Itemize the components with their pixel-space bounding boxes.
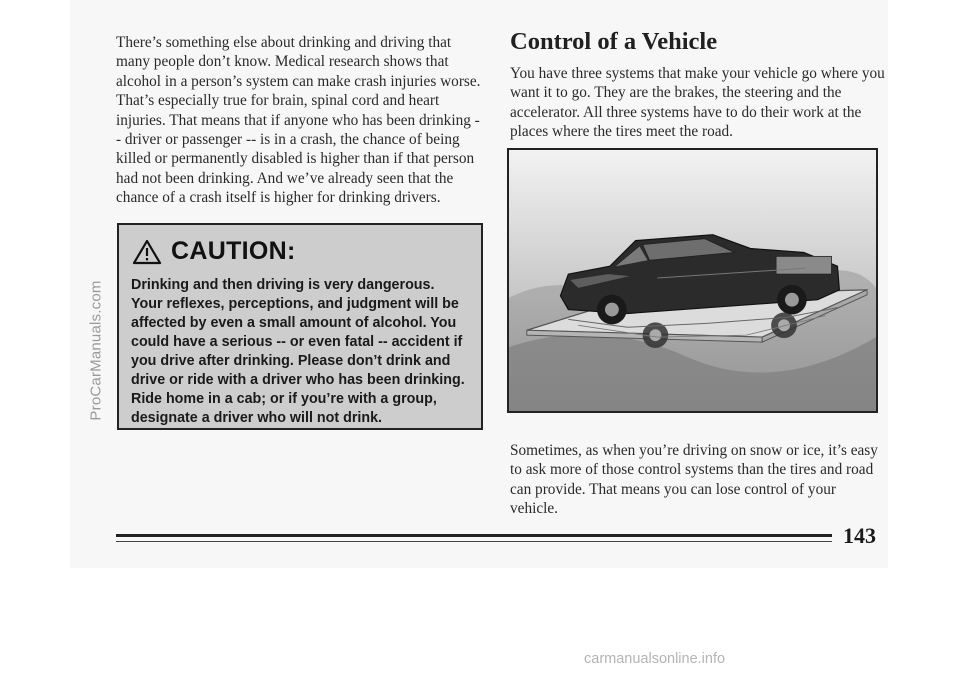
footer-watermark: carmanualsonline.info — [584, 651, 726, 667]
footer-rule-thick — [116, 534, 832, 537]
caution-text: Drinking and then driving is very dangerous. Your reflexes, perceptions, and judgment will be affected by even a small amount of alcohol. You could have a serious -- or even fatal -- accident if you drive after drinking. Please don’t drink and drive or ride with a driver who has been drinking. Ride home in a cab; or if you’re with a group, designate a driver who will not drink. — [131, 277, 465, 426]
drinking-paragraph: There’s something else about drinking and driving that many people don’t know. Medical research shows that alcohol in a person’s system can make crash injuries worse. That’s especially true for brain, spinal cord and heart injuries. That means that if anyone who has been drinking -- driver or passenger -- is in a crash, the chance of being killed or permanently disabled is higher than if that person had not been drinking. And we’ve already seen that the chance of a crash itself is higher for drinking drivers. — [116, 34, 481, 207]
side-watermark — [86, 200, 106, 500]
caution-title: CAUTION: — [171, 237, 296, 265]
control-paragraph-1: You have three systems that make your vehicle go where you want it to go. They are the brakes, the steering and the accelerator. All three systems have to do their work at the places where the tires meet the road. — [510, 65, 885, 141]
control-paragraph-2: Sometimes, as when you’re driving on snow or ice, it’s easy to ask more of those control systems than the tires and road can provide. That means you can lose control of your vehicle. — [510, 442, 878, 518]
caution-header — [131, 237, 469, 266]
side-watermark-text: ProCarManuals.com — [87, 279, 105, 421]
section-title: Control of a Vehicle — [510, 28, 718, 55]
warning-triangle-icon — [132, 239, 162, 265]
car-illustration — [507, 148, 878, 413]
car-on-road-illustration — [509, 150, 876, 411]
footer-rule-thin — [116, 541, 832, 542]
caution-box — [117, 223, 483, 430]
page-number: 143 — [843, 523, 876, 548]
